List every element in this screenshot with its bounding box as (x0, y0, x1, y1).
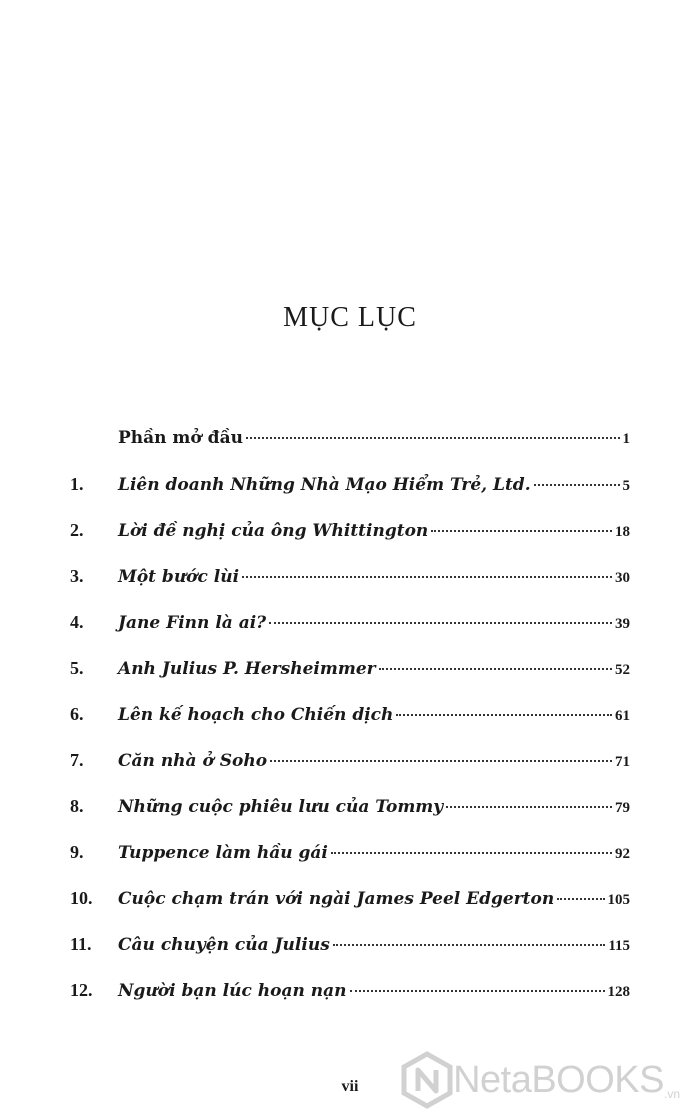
toc-entry-number: 11. (70, 934, 92, 954)
toc-entry-title: Jane Finn là ai? (118, 613, 267, 633)
toc-entry-number: 8. (70, 796, 84, 816)
dot-leader (242, 576, 612, 578)
toc-entry-9[interactable] (70, 842, 630, 888)
toc-entry-page: 61 (615, 708, 630, 724)
toc-entry-number: 6. (70, 704, 84, 724)
netabooks-logo-icon (401, 1051, 453, 1109)
toc-entry-page: 30 (615, 570, 630, 586)
toc-entry-title: Lên kế hoạch cho Chiến dịch (118, 705, 394, 725)
dot-leader (331, 852, 612, 854)
dot-leader (431, 530, 612, 532)
toc-entry-4[interactable] (70, 612, 630, 658)
toc-entry-title: Liên doanh Những Nhà Mạo Hiểm Trẻ, Ltd. (118, 475, 531, 495)
toc-entry-title: Một bước lùi (118, 567, 240, 587)
toc-entry-5[interactable] (70, 658, 630, 704)
table-of-contents (70, 428, 630, 1026)
toc-entry-number: 1. (70, 474, 84, 494)
toc-entry-8[interactable] (70, 796, 630, 842)
toc-entry-title: Lời đề nghị của ông Whittington (118, 521, 429, 541)
dot-leader (534, 484, 620, 486)
toc-entry-number: 12. (70, 980, 93, 1000)
toc-entry-3[interactable] (70, 566, 630, 612)
toc-entry-page: 5 (622, 478, 630, 494)
toc-entry-page: 18 (615, 524, 630, 540)
toc-entry-number: 10. (70, 888, 93, 908)
toc-entry-number: 4. (70, 612, 84, 632)
toc-entry-number: 2. (70, 520, 84, 540)
toc-entry-page: 92 (615, 846, 630, 862)
dot-leader (350, 990, 605, 992)
toc-entry-page: 71 (615, 754, 630, 770)
toc-entry-1[interactable] (70, 474, 630, 520)
toc-entry-intro[interactable] (70, 428, 630, 474)
page-title: MỤC LỤC (283, 302, 417, 333)
toc-entry-title: Câu chuyện của Julius (118, 935, 330, 955)
toc-entry-title: Căn nhà ở Soho (118, 751, 268, 771)
toc-entry-number: 5. (70, 658, 84, 678)
watermark-text: NetaBOOKS (453, 1058, 664, 1101)
toc-entry-title: Cuộc chạm trán với ngài James Peel Edgerton (118, 889, 555, 909)
toc-entry-title: Anh Julius P. Hersheimmer (118, 659, 376, 679)
toc-entry-6[interactable] (70, 704, 630, 750)
toc-entry-title: Phần mở đầu (118, 428, 243, 448)
toc-entry-title: Những cuộc phiêu lưu của Tommy (118, 797, 444, 817)
toc-entry-page: 115 (608, 938, 630, 954)
dot-leader (269, 622, 612, 624)
toc-entry-7[interactable] (70, 750, 630, 796)
toc-entry-number: 3. (70, 566, 84, 586)
watermark-suffix: .vn (663, 1087, 680, 1101)
toc-entry-page: 52 (615, 662, 630, 678)
toc-entry-number: 9. (70, 842, 84, 862)
dot-leader (557, 898, 604, 900)
dot-leader (270, 760, 612, 762)
dot-leader (246, 437, 620, 439)
toc-entry-10[interactable] (70, 888, 630, 934)
toc-entry-2[interactable] (70, 520, 630, 566)
watermark (401, 1051, 680, 1109)
toc-entry-page: 105 (607, 892, 630, 908)
toc-entry-page: 79 (615, 800, 630, 816)
dot-leader (446, 806, 612, 808)
toc-entry-11[interactable] (70, 934, 630, 980)
dot-leader (333, 944, 606, 946)
page-number: vii (341, 1078, 359, 1095)
toc-entry-12[interactable] (70, 980, 630, 1026)
toc-entry-title: Người bạn lúc hoạn nạn (118, 981, 347, 1001)
toc-entry-page: 39 (615, 616, 630, 632)
toc-entry-page: 1 (622, 431, 630, 447)
toc-entry-number: 7. (70, 750, 84, 770)
toc-entry-title: Tuppence làm hầu gái (118, 843, 328, 863)
toc-entry-page: 128 (607, 984, 630, 1000)
dot-leader (396, 714, 612, 716)
dot-leader (379, 668, 612, 670)
